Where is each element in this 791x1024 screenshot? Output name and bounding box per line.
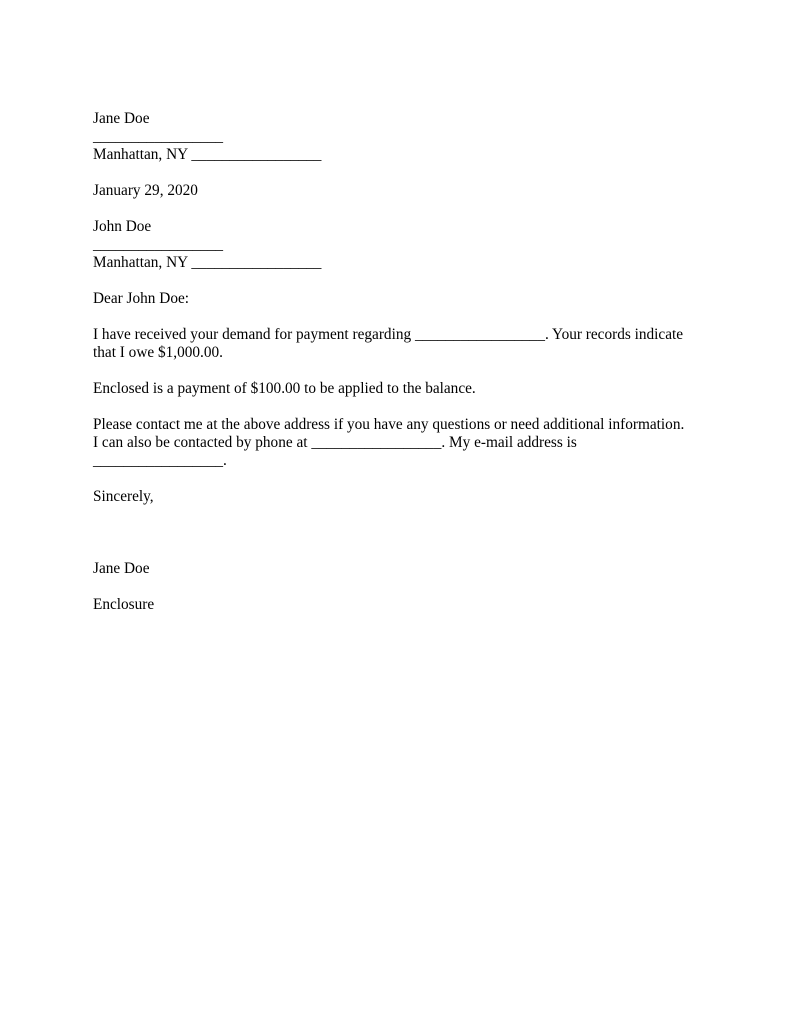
recipient-block (93, 218, 703, 272)
sender-block (93, 110, 703, 164)
paragraph-demand-line-2: that I owe $1,000.00. (93, 344, 224, 361)
paragraph-contact (93, 416, 703, 470)
paragraph-contact-line-1: Please contact me at the above address if you have any questions or need additional information. (93, 416, 685, 433)
letter-date: January 29, 2020 (93, 182, 198, 199)
recipient-address-line: _________________ (93, 236, 224, 253)
recipient-name: John Doe (93, 218, 152, 235)
salutation: Dear John Doe: (93, 290, 190, 307)
paragraph-payment: Enclosed is a payment of $100.00 to be applied to the balance. (93, 380, 476, 397)
sender-address-line: _________________ (93, 128, 224, 145)
paragraph-contact-line-3: _________________. (93, 452, 227, 469)
recipient-city-line: Manhattan, NY _________________ (93, 254, 322, 271)
paragraph-contact-line-2: I can also be contacted by phone at _________________. My e-mail address is (93, 434, 577, 451)
letter-body (93, 110, 703, 632)
enclosure-note: Enclosure (93, 596, 155, 613)
paragraph-demand-line-1: I have received your demand for payment regarding _________________. Your records indicate (93, 326, 684, 343)
signature-space (93, 524, 703, 560)
sender-city-line: Manhattan, NY _________________ (93, 146, 322, 163)
sender-name: Jane Doe (93, 110, 150, 127)
signature-name: Jane Doe (93, 560, 150, 577)
paragraph-demand (93, 326, 703, 362)
closing: Sincerely, (93, 488, 154, 505)
